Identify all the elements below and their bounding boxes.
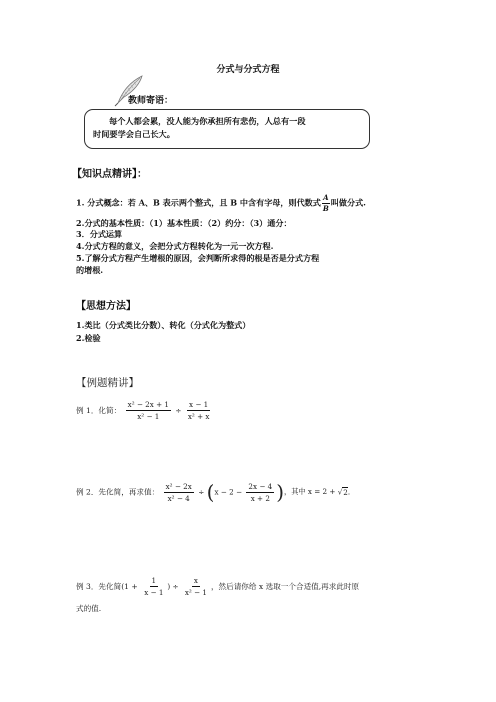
example-3-fraction-1 xyxy=(142,576,165,597)
example-3-divide: ) ÷ xyxy=(167,582,181,591)
example-2 xyxy=(76,480,355,504)
knowledge-item-1-text: 1. 分式概念：若 A、B 表示两个整式，且 B 中含有字母，则代数式 xyxy=(76,197,321,208)
knowledge-item-2: 2.分式的基本性质：（1）基本性质：（2）约分：（3）通分： xyxy=(76,218,292,228)
fraction-numerator: x − 1 xyxy=(189,400,209,409)
fraction-denominator: x + 2 xyxy=(250,493,270,503)
example-2-fraction-1 xyxy=(164,482,194,503)
teacher-label: 教师寄语： xyxy=(128,96,174,106)
example-3-instruction: ，然后请你给 x 选取一个合适值,再求此时原 xyxy=(210,582,360,591)
example-1-fraction-1 xyxy=(126,400,171,421)
example-2-label: 例 2．先化简，再求值： xyxy=(76,487,160,497)
knowledge-item-3: 3．分式运算 xyxy=(76,229,123,239)
example-3 xyxy=(76,576,359,597)
fraction-numerator: A xyxy=(323,193,329,202)
right-paren: ) xyxy=(276,480,285,504)
teacher-quote-line2: 时间要学会自己长大。 xyxy=(93,129,175,139)
example-2-end: ． xyxy=(347,487,356,496)
fraction-denominator: x² + x xyxy=(187,412,210,421)
knowledge-item-1-suffix: 叫做分式. xyxy=(330,197,366,208)
example-3-cont: 式的值. xyxy=(76,604,102,613)
example-1-fraction-2 xyxy=(186,400,212,421)
methods-item-2: 2.检验 xyxy=(76,333,101,343)
fraction-a-over-b xyxy=(322,193,330,214)
fraction-denominator: x² − 4 xyxy=(167,493,190,503)
example-2-condition: ，其中 x = 2 + xyxy=(284,487,338,496)
example-1-label: 例 1．化简： xyxy=(76,406,122,415)
examples-heading: 【例题精讲】 xyxy=(76,377,139,389)
knowledge-item-4: 4.分式方程的意义，会把分式方程转化为一元一次方程. xyxy=(76,241,274,251)
left-paren: ( xyxy=(206,480,215,504)
example-2-inner-expression: x − 2 − xyxy=(214,487,242,497)
methods-item-1: 1.类比（分式类比分数）、转化（分式化为整式） xyxy=(76,320,251,330)
example-3-label: 例 3．先化简(1 + xyxy=(76,582,141,591)
example-2-fraction-2 xyxy=(246,482,274,503)
fraction-numerator: 1 xyxy=(151,576,157,585)
knowledge-item-5: 5.了解分式方程产生增根的原因，会判断所求得的根是否是分式方程 xyxy=(76,253,320,263)
sqrt-symbol: √ xyxy=(337,487,343,497)
methods-heading: 【思想方法】 xyxy=(76,301,136,312)
fraction-denominator: x² − 1 xyxy=(137,412,160,421)
fraction-numerator: x² − 2x xyxy=(165,481,192,491)
fraction-numerator: x xyxy=(193,576,198,585)
fraction-denominator: x² − 1 xyxy=(184,588,207,597)
knowledge-item-1 xyxy=(76,193,366,214)
teacher-quote-line1: 每个人都会累，没人能为你承担所有悲伤，人总有一段 xyxy=(109,116,306,126)
divide-operator: ÷ xyxy=(175,406,182,415)
fraction-numerator: 2x − 4 xyxy=(248,481,273,491)
teacher-quote-box xyxy=(84,109,370,149)
page-title: 分式与分式方程 xyxy=(216,65,280,75)
knowledge-item-5-cont: 的增根. xyxy=(76,265,104,275)
fraction-numerator: x² − 2x + 1 xyxy=(127,400,169,409)
divide-operator: ÷ xyxy=(198,487,205,497)
example-1 xyxy=(76,400,213,421)
fraction-denominator: B xyxy=(322,204,329,213)
knowledge-heading: 【知识点精讲】： xyxy=(72,169,147,180)
fraction-denominator: x − 1 xyxy=(144,588,164,597)
sqrt-argument: 2 xyxy=(343,487,348,497)
example-3-fraction-2 xyxy=(183,576,209,597)
